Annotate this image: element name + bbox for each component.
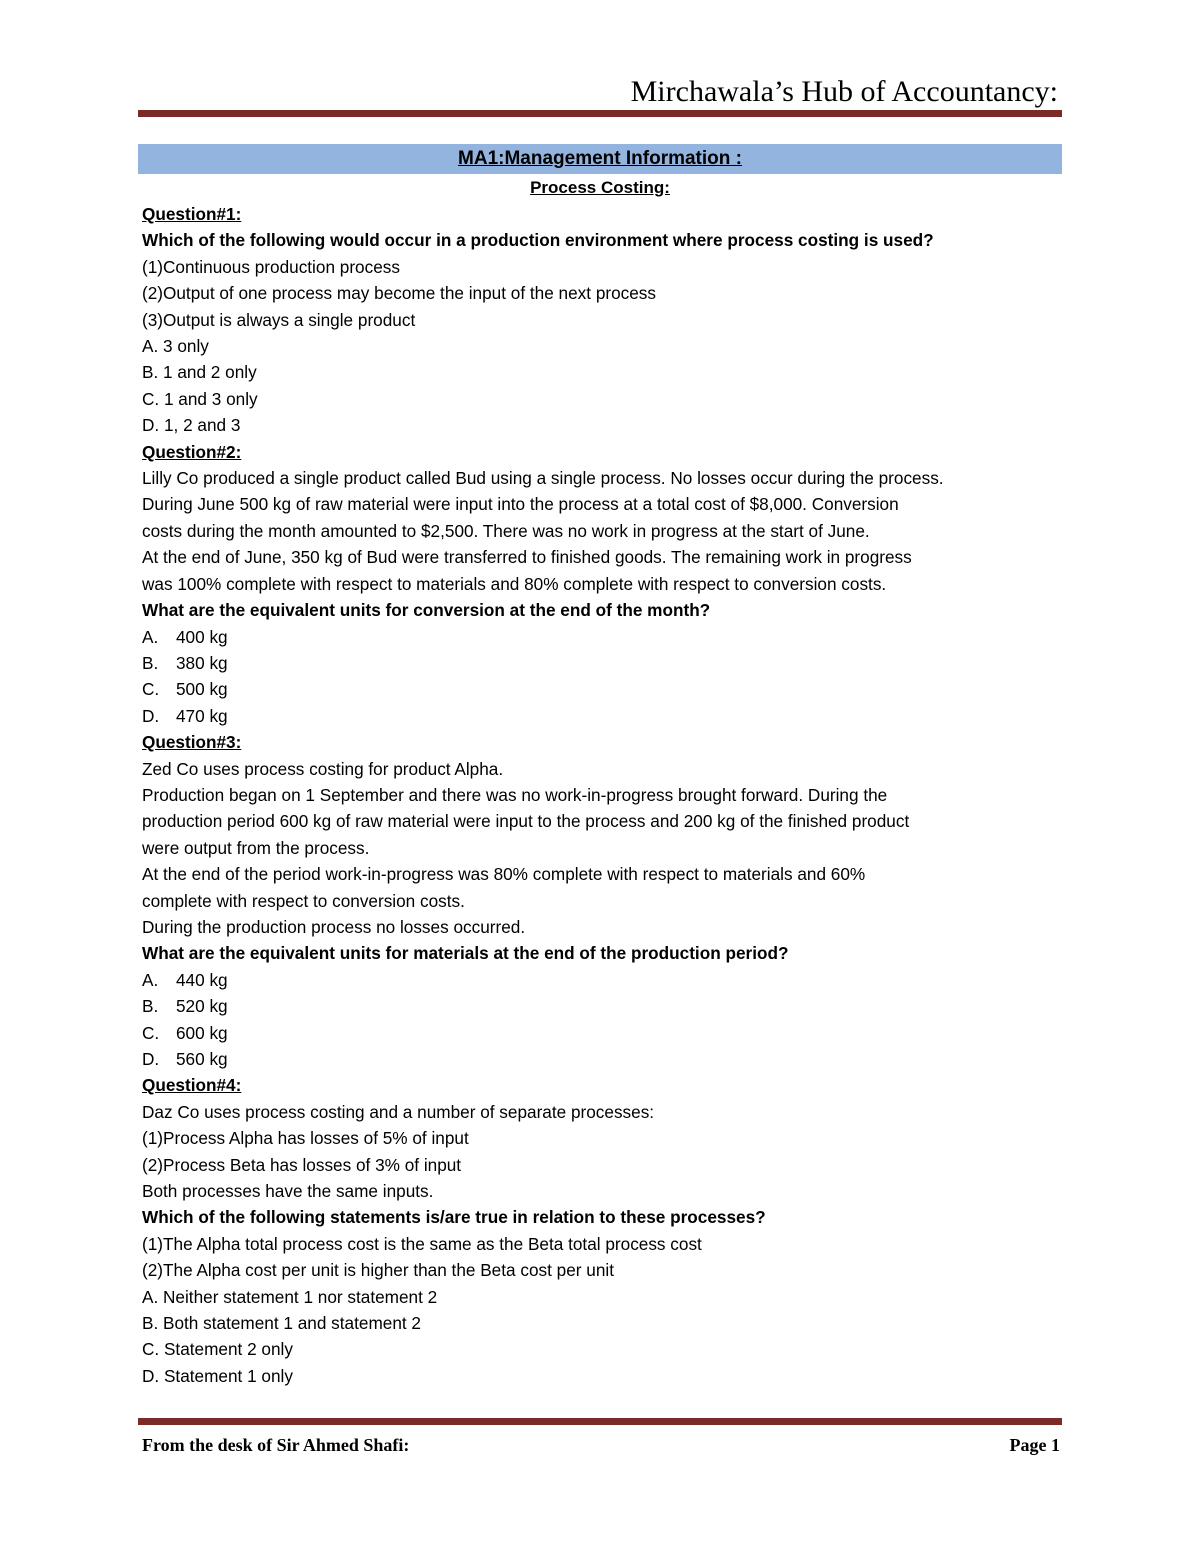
option-text: 600 kg: [176, 1022, 228, 1043]
question-4-option-c: C. Statement 2 only: [142, 1339, 293, 1360]
question-1-option-a: A. 3 only: [142, 336, 209, 357]
question-4-statement: (2)The Alpha cost per unit is higher than the Beta cost per unit: [142, 1260, 614, 1281]
question-4-heading: Question#4:: [142, 1075, 242, 1096]
question-4-option-d: D. Statement 1 only: [142, 1365, 293, 1386]
question-3-heading: Question#3:: [142, 732, 242, 753]
option-letter: D.: [142, 1049, 160, 1069]
question-3-body-line: Zed Co uses process costing for product Alpha.: [142, 758, 504, 779]
question-3-body-line: During the production process no losses occurred.: [142, 916, 526, 937]
question-3-option-a: [142, 967, 1062, 993]
question-4-body-line: (1)Process Alpha has losses of 5% of input: [142, 1128, 469, 1149]
question-1-text: Which of the following would occur in a production environment where process costing is used?: [142, 230, 934, 251]
question-3-option-d: [142, 1046, 1062, 1072]
banner-title: MA1:Management Information :: [458, 148, 742, 169]
question-1-statement: (1)Continuous production process: [142, 256, 400, 277]
question-2-option-a: [142, 624, 1062, 650]
question-3-body-line: At the end of the period work-in-progress was 80% complete with respect to materials and 60%: [142, 864, 866, 885]
option-letter: A.: [142, 969, 159, 990]
option-letter: B.: [142, 652, 159, 673]
question-4-option-b: B. Both statement 1 and statement 2: [142, 1313, 421, 1334]
option-text: 470 kg: [176, 705, 228, 726]
question-4-text: Which of the following statements is/are true in relation to these processes?: [142, 1207, 766, 1228]
question-2-body-line: was 100% complete with respect to materials and 80% complete with respect to conversion costs.: [142, 573, 887, 594]
option-text: 440 kg: [176, 969, 228, 990]
page-number: Page 1: [1009, 1435, 1060, 1455]
question-4-body-line: (2)Process Beta has losses of 3% of input: [142, 1154, 462, 1175]
option-letter: B.: [142, 996, 159, 1017]
option-letter: A.: [142, 626, 159, 647]
question-2-body-line: During June 500 kg of raw material were input into the process at a total cost of $8,000. Conversion: [142, 494, 899, 515]
question-4-body-line: Daz Co uses process costing and a number of separate processes:: [142, 1101, 655, 1122]
question-1-option-c: C. 1 and 3 only: [142, 388, 258, 409]
question-1-option-b: B. 1 and 2 only: [142, 362, 257, 383]
option-text: 500 kg: [176, 679, 228, 700]
section-subtitle: Process Costing:: [530, 178, 670, 197]
option-text: 520 kg: [176, 996, 228, 1017]
question-2-option-c: [142, 676, 1062, 702]
footer-author: From the desk of Sir Ahmed Shafi:: [142, 1435, 410, 1455]
question-2-text: What are the equivalent units for conversion at the end of the month?: [142, 600, 711, 621]
question-2-option-d: [142, 703, 1062, 729]
question-4-body-line: Both processes have the same inputs.: [142, 1181, 434, 1202]
question-3-body-line: were output from the process.: [142, 837, 370, 858]
header-divider: [138, 110, 1062, 117]
question-3-option-b: [142, 993, 1062, 1019]
question-4-statement: (1)The Alpha total process cost is the same as the Beta total process cost: [142, 1233, 702, 1254]
question-3-body-line: Production began on 1 September and there was no work-in-progress brought forward. During the: [142, 784, 888, 805]
question-4-option-a: A. Neither statement 1 nor statement 2: [142, 1286, 438, 1307]
question-1-option-d: D. 1, 2 and 3: [142, 415, 241, 436]
option-text: 400 kg: [176, 626, 228, 647]
question-1-heading: Question#1:: [142, 204, 242, 224]
question-2-body-line: Lilly Co produced a single product called Bud using a single process. No losses occur during the process.: [142, 468, 944, 489]
question-3-option-c: [142, 1020, 1062, 1046]
question-2-heading: Question#2:: [142, 441, 242, 462]
option-letter: C.: [142, 1022, 160, 1043]
question-list: [142, 201, 1062, 1389]
question-3-body-line: production period 600 kg of raw material were input to the process and 200 kg of the finished product: [142, 811, 910, 832]
question-1-statement: (3)Output is always a single product: [142, 309, 416, 330]
option-letter: C.: [142, 679, 160, 700]
page-header-title: Mirchawala’s Hub of Accountancy:: [630, 75, 1058, 108]
question-1-statement: (2)Output of one process may become the input of the next process: [142, 283, 656, 304]
question-2-body-line: costs during the month amounted to $2,500. There was no work in progress at the start of June.: [142, 520, 870, 541]
question-3-body-line: complete with respect to conversion costs.: [142, 890, 465, 911]
option-letter: D.: [142, 705, 160, 726]
question-3-text: What are the equivalent units for materials at the end of the production period?: [142, 943, 789, 964]
question-2-body-line: At the end of June, 350 kg of Bud were transferred to finished goods. The remaining work in progress: [142, 547, 912, 568]
section-banner: [138, 144, 1062, 174]
option-text: 560 kg: [176, 1049, 228, 1069]
question-2-option-b: [142, 650, 1062, 676]
option-text: 380 kg: [176, 652, 228, 673]
footer-divider: [138, 1418, 1062, 1425]
